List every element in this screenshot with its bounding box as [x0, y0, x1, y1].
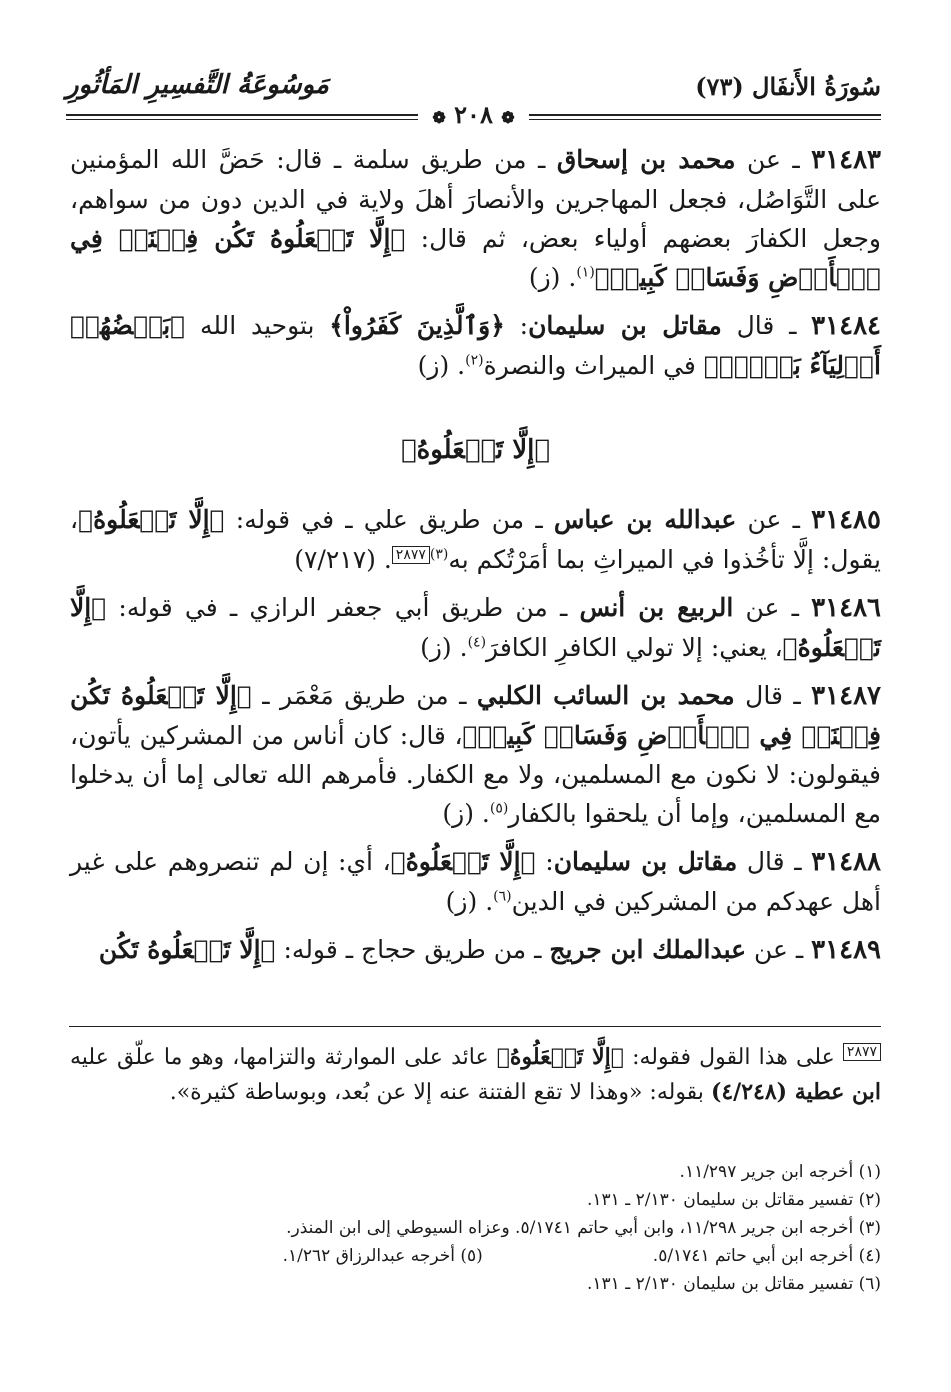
footnote: (٣) أخرجه ابن جرير ١١/٢٩٨، وابن أبي حاتم ٥/١٧٤١. وعزاه السيوطي إلى ابن المنذر.: [286, 1218, 881, 1238]
entry-lead: ـ قال: [721, 311, 812, 340]
entry-text: :: [504, 311, 529, 340]
entry-text: ، قال: كان أناس من المشركين يأتون، فيقولون: لا نكون مع المسلمين، ولا مع الكفار. فأمرهم الله تعالى إما أن يدخلوا مع المسلمين، وإما أن يلحقوا بالكفار: [70, 721, 881, 828]
page-number-box: [418, 100, 528, 129]
entry-number: ٣١٤٨٤: [811, 311, 881, 341]
entry-text: ، أي: إن لم تنصروهم على غير أهل عهدكم من المشركين في الدين: [70, 847, 881, 916]
footnotes: [100, 1158, 881, 1298]
entry-text: . (ز): [528, 263, 577, 292]
narrator-name: مقاتل بن سليمان: [553, 847, 738, 876]
quran-verse: ﴿إِلَّا تَفۡعَلُوهُ تَكُن فِتۡنَةٞ فِي ٱلۡأَرۡضِ وَفَسَادٞ كَبِيرٞ﴾: [70, 681, 882, 750]
entry-text: ، يقول: إلَّا تأخُذوا في الميراثِ بما أمَرْتُكم به: [70, 505, 881, 574]
page-number: ٢٠٨: [454, 100, 493, 129]
narration-entry: [70, 588, 881, 667]
entry-text: ـ من طريق علي ـ في قوله:: [224, 505, 554, 534]
entry-text: :: [535, 847, 554, 876]
entry-text: . (٧/٢١٧): [294, 545, 392, 574]
editor-note: [70, 1040, 881, 1110]
entry-lead: ـ عن: [735, 145, 812, 174]
editor-note-ref: ٢٨٧٧: [392, 546, 430, 564]
narrator-name: مقاتل بن سليمان: [528, 311, 722, 340]
entry-text: . (ز): [442, 799, 490, 828]
quran-verse: ﴿إِلَّا تَفۡعَلُوهُ تَكُن: [98, 935, 276, 964]
ornament-icon: ❁: [501, 108, 515, 127]
entry-lead: ـ قال: [734, 681, 812, 710]
footnote: (١) أخرجه ابن جرير ١١/٢٩٧.: [679, 1162, 881, 1182]
editor-note-text: عائد على الموارثة والتزامها، وهو ما علّق عليه: [70, 1045, 497, 1070]
footnote: (٥) أخرجه عبدالرزاق ١/٢٦٢.: [282, 1246, 483, 1266]
footnote-ref: (٦): [493, 888, 512, 905]
narration-entry: [70, 500, 881, 579]
narration-entry: [70, 140, 881, 297]
entry-lead: ـ عن: [736, 505, 812, 534]
narrator-name: الربيع بن أنس: [579, 593, 734, 622]
ornament-icon: ❁: [432, 108, 446, 127]
narration-entry: [70, 842, 881, 921]
entry-text: ـ من طريق أبي جعفر الرازي ـ في قوله:: [106, 593, 580, 622]
narration-entry: [70, 306, 881, 385]
footnote-ref: (١): [576, 264, 595, 281]
quran-verse: ﴿إِلَّا تَفۡعَلُوهُ﴾: [78, 505, 225, 534]
narration-entry: [70, 676, 881, 833]
section-heading: ﴿إِلَّا تَفۡعَلُوهُ﴾: [401, 435, 550, 465]
quran-verse: ﴿إِلَّا تَفۡعَلُوهُ﴾: [496, 1044, 624, 1070]
quran-verse: ﴿إِلَّا تَفۡعَلُوهُ﴾: [390, 847, 536, 876]
entry-number: ٣١٤٨٧: [811, 681, 881, 711]
footnote-ref: (٥): [489, 800, 509, 817]
entry-number: ٣١٤٨٨: [811, 847, 882, 877]
entry-text: ـ من طريق مَعْمَر ـ: [251, 681, 477, 710]
narration-entry: [70, 930, 881, 970]
running-title-book: مَوسُوعَةُ التَّفسِيرِ المَأثُورِ: [66, 70, 329, 100]
main-text: [70, 140, 881, 979]
entry-text: ـ من طريق حجاج ـ قوله:: [275, 935, 550, 964]
entry-number: ٣١٤٨٣: [811, 145, 881, 175]
entry-text: ، يعني: إلا تولي الكافرِ الكافرَ: [486, 633, 783, 662]
entry-lead: ـ عن: [746, 935, 812, 964]
entry-text: . (ز): [417, 351, 466, 380]
quran-verse: ﴿إِلَّا تَفۡعَلُوهُ تَكُن فِتۡنَةٞ فِي ٱلۡأَرۡضِ وَفَسَادٞ كَبِيرٞ﴾: [70, 224, 881, 292]
editor-note-number: ٢٨٧٧: [843, 1043, 881, 1061]
page-header: [66, 66, 881, 128]
quran-verse: ﴿بَعۡضُهُمۡ أَوۡلِيَآءُ بَعۡضٍۚ﴾: [70, 311, 881, 380]
entry-lead: ـ قال: [737, 847, 812, 876]
cited-scholar: ابن عطية (٤/٢٤٨): [710, 1079, 881, 1105]
footnote: (٦) تفسير مقاتل بن سليمان ٢/١٣٠ ـ ١٣١.: [587, 1274, 881, 1294]
footnote-ref: (٣): [429, 546, 449, 563]
editor-note-text: بقوله: «وهذا لا تقع الفتنة عنه إلا عن بُعد، وبوساطة كثيرة».: [169, 1080, 711, 1105]
entry-text: في الميراث والنصرة: [483, 351, 704, 380]
running-title-surah: سُورَةُ الأَنفَال (٧٣): [695, 72, 881, 101]
footnote: (٤) أخرجه ابن أبي حاتم ٥/١٧٤١.: [652, 1246, 881, 1266]
quran-verse: ﴿وَٱلَّذِينَ كَفَرُواْ﴾: [329, 311, 505, 340]
entry-text: بتوحيد الله: [185, 311, 330, 340]
entry-text: ـ من طريق سلمة ـ قال: حَضَّ الله المؤمنين على التَّوَاصُل، فجعل المهاجرين والأنصارَ أهلَ ولاية في الدين دون من سواهم، وجعل الكفارَ بعضهم أولياء بعض، ثم قال:: [70, 145, 882, 253]
entry-number: ٣١٤٨٦: [811, 593, 881, 623]
narrator-name: محمد بن السائب الكلبي: [476, 681, 735, 710]
narrator-name: عبدالله بن عباس: [553, 505, 737, 534]
footnote: (٢) تفسير مقاتل بن سليمان ٢/١٣٠ ـ ١٣١.: [587, 1190, 881, 1210]
footnote-ref: (٤): [467, 634, 487, 651]
editor-note-text: على هذا القول فقوله:: [623, 1045, 843, 1070]
entry-lead: ـ عن: [733, 593, 812, 622]
narrator-name: محمد بن إسحاق: [556, 145, 736, 174]
entry-text: . (ز): [420, 633, 468, 662]
quran-verse: ﴿إِلَّا تَفۡعَلُوهُ﴾: [70, 593, 881, 662]
narrator-name: عبدالملك ابن جريج: [549, 935, 747, 964]
footnote-ref: (٢): [465, 352, 484, 369]
entry-number: ٣١٤٨٩: [811, 935, 881, 965]
editor-note-divider: [69, 1026, 881, 1027]
entry-text: . (ز): [445, 887, 494, 916]
entry-number: ٣١٤٨٥: [811, 505, 881, 535]
